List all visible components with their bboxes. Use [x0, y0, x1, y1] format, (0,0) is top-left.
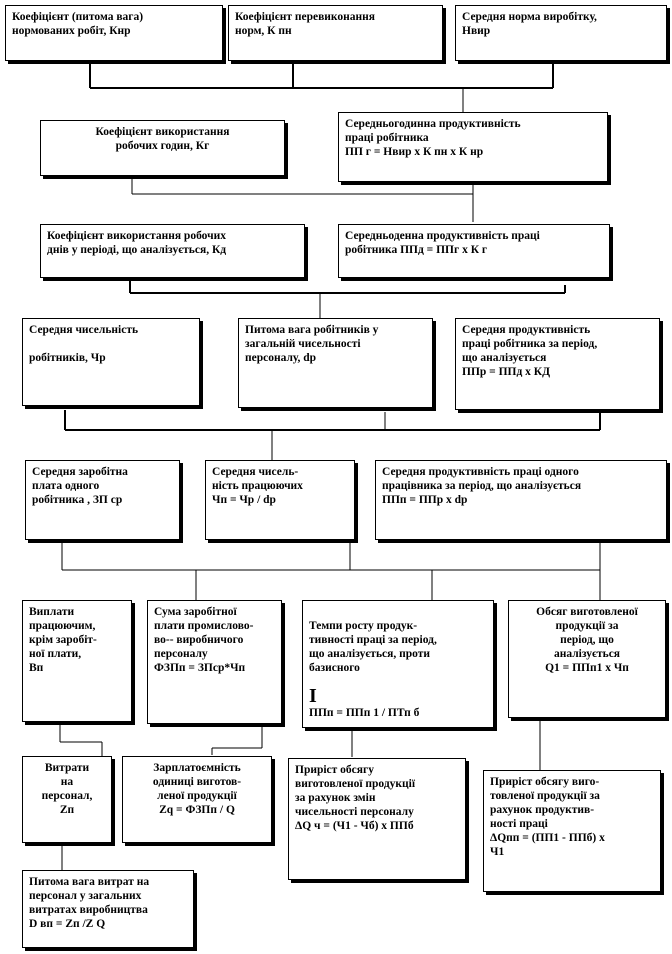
box-text: Коефіцієнт використання робочих днів у періоді, що аналізується, Кд — [47, 230, 227, 256]
box-text: Середня заробітна плата одного робітника , ЗП ср — [32, 466, 128, 506]
box-average-worker-count — [22, 318, 200, 406]
box-text: Середня продуктивність праці одного працівника за період, що аналізується ППп = ППр х dр — [382, 466, 582, 506]
box-worker-productivity-period — [455, 318, 660, 410]
index-symbol: І — [309, 685, 317, 707]
box-daily-productivity — [338, 224, 610, 278]
box-employee-productivity — [375, 460, 667, 540]
box-average-employee-count — [205, 460, 355, 540]
box-productivity-growth-rate — [302, 600, 494, 728]
box-growth-due-to-headcount — [288, 758, 466, 880]
box-hourly-productivity — [338, 112, 608, 182]
box-worker-share — [238, 318, 433, 408]
box-text: Приріст обсягу виготовленої продукції за рахунок змін чисельності персоналу ΔQ ч = (Ч1 - Чб) х ППб — [295, 764, 416, 832]
box-text: Коефіцієнт використання робочих годин, Кг — [95, 126, 230, 152]
box-text: Коефіцієнт перевиконання норм, К пн — [235, 11, 375, 37]
box-text: Середня продуктивність праці робітника за період, що аналізується ППр = ППд х КД — [462, 324, 598, 378]
box-payroll-intensity — [122, 756, 272, 843]
box-text: Витрати на персонал, Zп — [41, 762, 93, 816]
box-production-volume — [508, 600, 666, 718]
box-payroll-fund — [147, 600, 282, 724]
box-text: Середня норма виробітку, Нвир — [462, 11, 597, 37]
box-text: Питома вага робітників у загальній чисельності персоналу, dр — [245, 324, 379, 364]
box-text: Середньогодинна продуктивність праці робітника ПП г = Нвир х К пн х К нр — [345, 118, 521, 158]
box-text: Середньоденна продуктивність праці робітника ППд = ППг х К г — [345, 230, 540, 256]
box-text: Виплати працюючим, крім заробіт- ної плати, Вп — [29, 606, 97, 674]
box-overfulfilment-coefficient — [228, 5, 443, 61]
box-text: Питома вага витрат на персонал у загальних витратах виробництва D вп = Zп /Z Q — [29, 876, 150, 930]
box-normed-work-coefficient — [5, 5, 223, 61]
box-text: Середня чисельність робітників, Чр — [29, 324, 139, 364]
box-text: Обсяг виготовленої продукції за період, що аналізується Q1 = ППп1 х Чп — [536, 606, 638, 674]
box-text: Середня чисель- ність працюючих Чп = Чр / dр — [212, 466, 303, 506]
box-text: Зарплатоємність одиниці виготов- леної продукції Zq = ФЗПп / Q — [152, 762, 242, 816]
box-payments-to-employees — [22, 600, 132, 722]
box-text: Приріст обсягу виго- товленої продукції за рахунок продуктив- ності праці ΔQпп = (ПП1 - ППб) х Ч1 — [490, 776, 605, 858]
box-average-salary — [25, 460, 180, 540]
box-working-hours-coefficient — [40, 120, 285, 176]
box-average-output-norm — [455, 5, 667, 61]
box-working-days-coefficient — [40, 224, 305, 278]
box-personnel-cost-share — [22, 870, 194, 948]
box-text: Сума заробітної плати промислово- во-- виробничого персоналу ФЗПп = ЗПср*Чп — [154, 606, 254, 674]
box-text: Коефіцієнт (питома вага) нормованих робіт, Кнр — [12, 11, 144, 37]
growth-formula: ППп = ППп 1 / ПТп б — [309, 707, 420, 719]
box-growth-due-to-productivity — [483, 770, 661, 892]
box-text: Темпи росту продук- тивності праці за період, що аналізується, проти базисного — [309, 620, 437, 674]
box-personnel-costs — [22, 756, 112, 843]
